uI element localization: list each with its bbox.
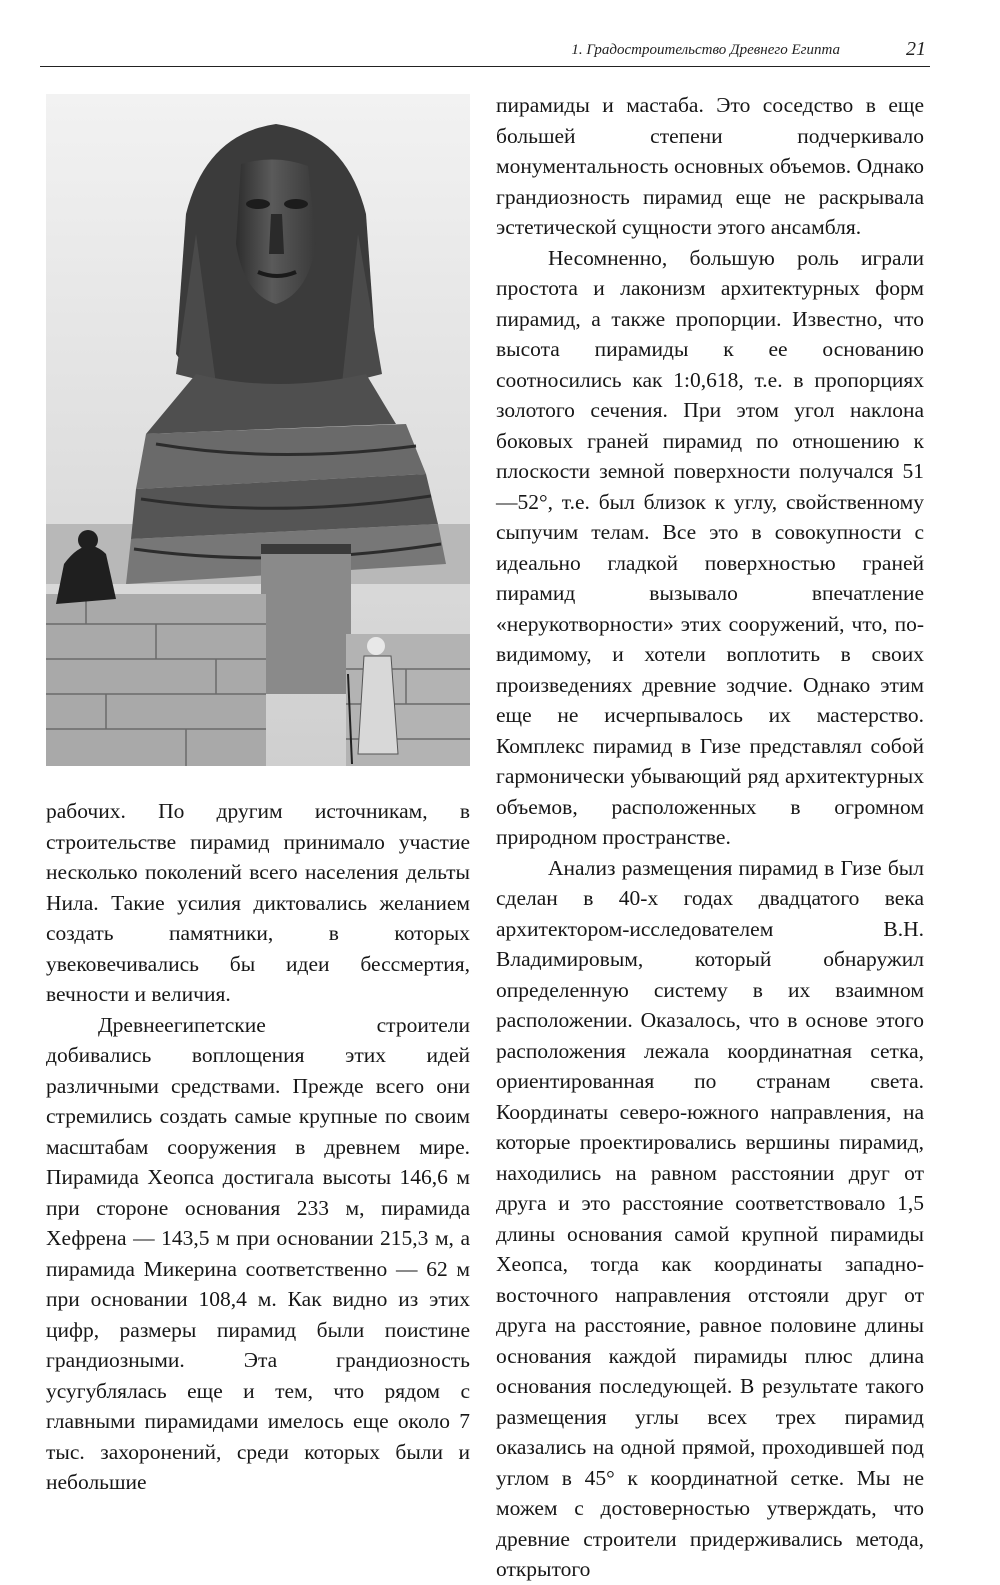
sphinx-photo	[46, 94, 470, 766]
page-number: 21	[906, 38, 926, 60]
running-title: 1. Градостроительство Древнего Египта	[571, 42, 840, 58]
left-paragraph-1: рабочих. По другим источникам, в строительстве пирамид принимало участие несколько поколений всего населения дельты Нила. Такие усилия диктовались желанием создать памятники, в которых увековечивались бы идеи бессмертия, вечности и величия.	[46, 799, 470, 1006]
right-column	[496, 90, 924, 1585]
right-paragraph-2: Несомненно, большую роль играли простота и лаконизм архитектурных форм пирамид, а также пропорции. Известно, что высота пирамиды к ее основанию соотносились как 1:0,618, т.е. в пропорциях золотого сечения. При этом угол наклона боковых граней пирамид по отношению к плоскости земной поверхности получался 51—52°, т.е. был близок к углу, свойственному сыпучим телам. Все это в совокупности с идеально гладкой поверхностью граней пирамид вызывало впечатление «нерукотворности» этих сооружений, что, по-видимому, и хотели воплотить в своих произведениях древние зодчие. Однако этим еще не исчерпывалось их мастерство. Комплекс пирамид в Гизе представлял собой гармонически убывающий ряд архитектурных объемов, расположенных в огромном природном пространстве.	[496, 245, 924, 849]
left-paragraph-2: Древнеегипетские строители добивались воплощения этих идей различными средствами. Прежде всего они стремились создать самые крупные по своим масштабам сооружения в древнем мире. Пирамида Хеопса достигала высоты 146,6 м при стороне основания 233 м, пирамида Хефрена — 143,5 м при основании 215,3 м, а пирамида Микерина соответственно — 62 м при основании 108,4 м. Как видно из этих цифр, размеры пирамид были поистине грандиозными. Эта грандиозность усугублялась еще и тем, что рядом с главными пирамидами имелось еще около 7 тыс. захоронений, среди которых были и небольшие	[46, 1012, 470, 1494]
left-column	[46, 796, 470, 1498]
right-paragraph-1: пирамиды и мастаба. Это соседство в еще большей степени подчеркивало монументальность основных объемов. Однако грандиозность пирамид еще не раскрывала эстетической сущности этого ансамбля.	[496, 93, 924, 239]
right-paragraph-3: Анализ размещения пирамид в Гизе был сделан в 40-х годах двадцатого века архитектором-исследователем В.Н. Владимировым, который обнаружил определенную систему в их взаимном расположении. Оказалось, что в основе этого расположения лежала координатная сетка, ориентированная по странам света. Координаты северо-южного направления, на которые проектировались вершины пирамид, находились на равном расстоянии друг от друга и это расстояние соответствовало 1,5 длины основания самой крупной пирамиды Хеопса, тогда как координаты западно-восточного направления отстояли друг от друга на расстояние, равное половине длины основания каждой пирамиды плюс длина основания последующей. В результате такого размещения углы всех трех пирамид оказались на одной прямой, проходившей под углом в 45° к координатной сетке. Мы не можем с достоверностью утверждать, что древние строители придерживались метода, открытого	[496, 855, 924, 1581]
running-head	[40, 38, 930, 67]
